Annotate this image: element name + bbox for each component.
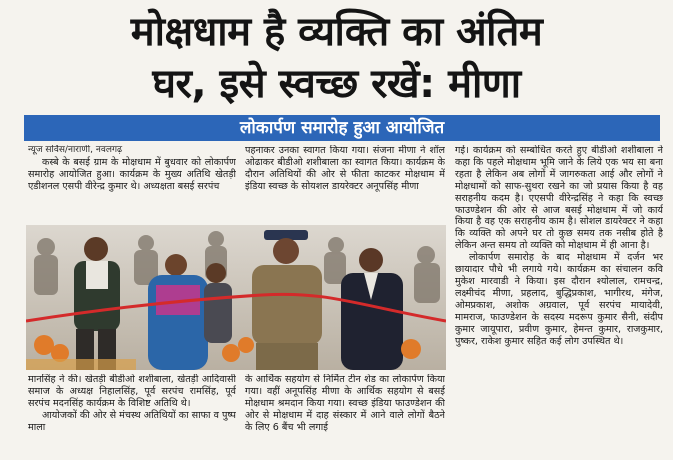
article-column-1-bottom [28, 374, 236, 458]
article-column-2-top [245, 145, 445, 225]
article-paragraph: पहनाकर उनका स्वागत किया गया। संजना मीणा ने शॉल ओढाकर बीडीओ शशीबाला का स्वागत किया। कार्यक्रम के दौरान अतिथियों की ओर से फीता काटकर मोक्षधाम में इंडिया स्वच्छ के सोयशल डायरेक्टर अनूपसिंह मीणा [245, 145, 445, 192]
article-column-1-top [28, 145, 236, 225]
headline-line-2: घर, इसे स्वच्छ रखें: मीणा [152, 61, 521, 107]
article-paragraph: कस्बे के बसई ग्राम के मोक्षधाम में बुधवार को लोकार्पण समारोह आयोजित हुआ। कार्यक्रम के मुख्य अतिथि खेतड़ी एडीशनल एसपी वीरेन्द्र कुमार थे। अध्यक्षता बसई सरपंच [28, 156, 236, 192]
article-paragraph: गई। कार्यक्रम को सम्बोधित करते हुए बीडीओ शशीबाला ने कहा कि पहले मोक्षधाम भूमि जाने के लिये एक भय सा बना रहता है लेकिन अब लोगों में जागरुकता आई और लोगों ने मोक्षधामों को साफ-सुथरा रखने का जो प्रयास किया है वह सराहनीय कदम है। एएसपी वीरेन्द्रसिंह ने कहा कि स्वच्छ फाउण्डेशन की ओर से आज बसई मोक्षधाम में जो कार्य किया है वह एक सराहनीय काम है। सोशल डायरेक्टर ने कहा कि व्यक्ति को अपने घर तो कुछ समय तक नसीब होते है लेकिन अन्त समय तो व्यक्ति को मोक्षधाम में ही आना है। [455, 145, 663, 252]
subheadline: लोकार्पण समारोह हुआ आयोजित [239, 118, 445, 138]
headline-line-1: मोक्षधाम है व्यक्ति का अंतिम [130, 9, 543, 55]
subheadline-bar [24, 115, 660, 141]
dateline: न्यूज सर्विस/नाराणी, नवलगढ़ [28, 145, 123, 155]
article-paragraph: आयोजकों की ओर से मंचस्थ अतिथियों का साफा व पुष्प माला [28, 409, 236, 433]
article-paragraph: लोकार्पण समारोह के बाद मोक्षधाम में दर्जन भर छायादार पौधे भी लगाये गये। कार्यक्रम का संचालन कवि मुकेश मारवाडी ने किया। इस दौरान श्योलाल, रामचन्द्र, लक्ष्मीचंद मीणा, प्रहलाद, बुद्धिप्रकाश, भागीरथ, मंगेज, ओमप्रकाश, अशोक अग्रवाल, पूर्व सरपंच मायादेवी, मामराज, फाउण्डेशन के सदस्य मदरूप कुमार सैनी, संदीप कुमार जायूपारा, प्रवीण कुमार, हेमन्त कुमार, राजकुमार, पुष्कर, राकेश कुमार सहित कई लोग उपस्थित थे। [455, 252, 663, 347]
headline [0, 6, 673, 110]
article-column-2-bottom [245, 374, 445, 458]
article-paragraph: मानसिंह ने की। खेतड़ी बीडीओ शशीबाला, खेतड़ी आदिवासी समाज के अध्यक्ष निहालसिंह, पूर्व सरपंच रामसिंह, पूर्व सरपंच मदनसिंह कार्यक्रम के विशिष्ट अतिथि थे। [28, 374, 236, 409]
article-paragraph: के आर्थिक सहयोग से निर्मित टीन शेड का लोकार्पण किया गया। वहीं अनूपसिंह मीणा के आर्थिक सहयोग से बसई मोक्षधाम श्रमदान किया गया। स्वच्छ इंडिया फाउण्डेशन की ओर से मोक्षधाम में दाह संस्कार में आने वाले लोगों बैठने के लिए 6 बैंच भी लगाई [245, 374, 445, 433]
article-column-3 [455, 145, 663, 457]
ribbon-cutting-photo [26, 225, 446, 370]
photo-illustration [26, 225, 446, 370]
